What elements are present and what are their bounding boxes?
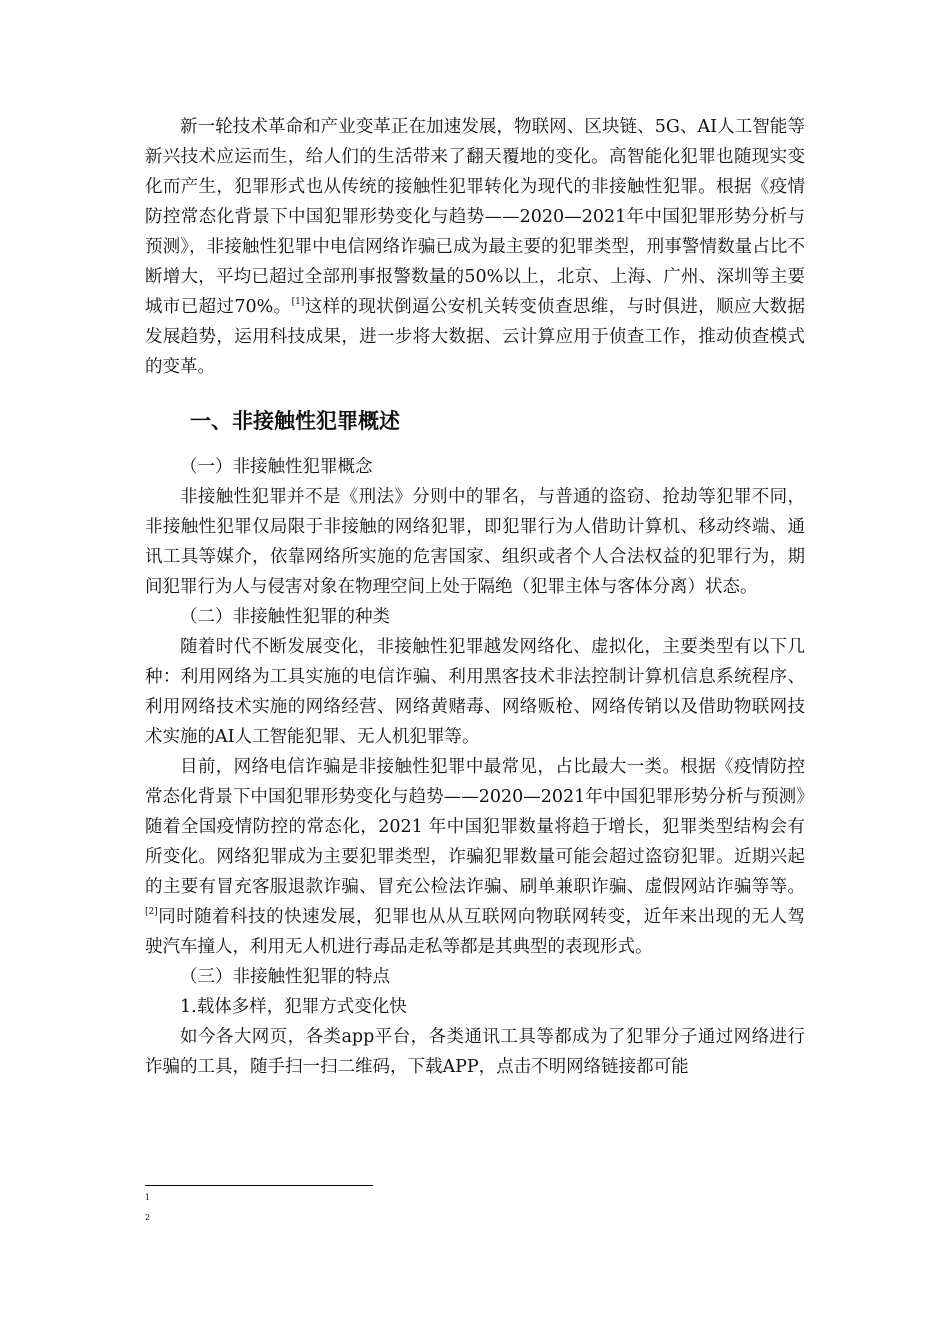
fraud-text-a: 目前，网络电信诈骗是非接触性犯罪中最常见，占比最大一类。根据《疫情防控常态化背景下中国犯罪形势变化与趋势——2020—2021年中国犯罪形势分析与预测》随着全国疫情防控的常态化，2021 年中国犯罪数量将趋于增长，犯罪类型结构会有所变化。网络犯罪成为主要犯罪类型，诈骗犯罪数量可能会超过盗窃犯罪。近期兴起的主要有冒充客服退款诈骗、冒充公检法诈骗、刷单兼职诈骗、虚假网站诈骗等等。 <box>145 757 805 897</box>
fraud-paragraph <box>145 752 805 962</box>
intro-text-a: 新一轮技术革命和产业变革正在加速发展，物联网、区块链、5G、AI人工智能等新兴技术应运而生，给人们的生活带来了翻天覆地的变化。高智能化犯罪也随现实变化而产生，犯罪形式也从传统的接触性犯罪转化为现代的非接触性犯罪。根据《疫情防控常态化背景下中国犯罪形势变化与趋势——2020—2021年中国犯罪形势分析与预测》，非接触性犯罪中电信网络诈骗已成为最主要的犯罪类型，刑事警情数量占比不断增大，平均已超过全部刑事报警数量的50%以上，北京、上海、广州、深圳等主要城市已超过70%。 <box>145 117 805 317</box>
footnote-ref-2[interactable]: [2] <box>145 907 158 917</box>
types-paragraph: 随着时代不断发展变化，非接触性犯罪越发网络化、虚拟化，主要类型有以下几种：利用网络为工具实施的电信诈骗、利用黑客技术非法控制计算机信息系统程序、利用网络技术实施的网络经营、网络黄赌毒、网络贩枪、网络传销以及借助物联网技术实施的AI人工智能犯罪、无人机犯罪等。 <box>145 637 805 747</box>
subheading-features: （三）非接触性犯罪的特点 <box>180 967 390 987</box>
fraud-text-b: 同时随着科技的快速发展，犯罪也从从互联网向物联网转变，近年来出现的无人驾驶汽车撞人，利用无人机进行毒品走私等都是其典型的表现形式。 <box>145 907 805 957</box>
intro-paragraph <box>145 112 805 382</box>
features-paragraph: 如今各大网页，各类app平台，各类通讯工具等都成为了犯罪分子通过网络进行诈骗的工具，随手扫一扫二维码，下载APP，点击不明网络链接都可能 <box>145 1027 805 1077</box>
footnote-2: 2 <box>145 1213 151 1222</box>
section-heading: 一、非接触性犯罪概述 <box>190 409 400 433</box>
concept-paragraph: 非接触性犯罪并不是《刑法》分则中的罪名，与普通的盗窃、抢劫等犯罪不同，非接触性犯罪仅局限于非接触的网络犯罪，即犯罪行为人借助计算机、移动终端、通讯工具等媒介，依靠网络所实施的危害国家、组织或者个人合法权益的犯罪行为，期间犯罪行为人与侵害对象在物理空间上处于隔绝（犯罪主体与客体分离）状态。 <box>145 487 805 597</box>
intro-text-b: 这样的现状倒逼公安机关转变侦查思维，与时俱进，顺应大数据发展趋势，运用科技成果，进一步将大数据、云计算应用于侦查工作，推动侦查模式的变革。 <box>145 297 806 377</box>
footnote-1: 1 <box>145 1193 151 1202</box>
intro-block <box>145 112 805 382</box>
subheading-concept: （一）非接触性犯罪概念 <box>180 457 373 477</box>
feature-item-1: 1.载体多样，犯罪方式变化快 <box>180 997 407 1017</box>
footnote-ref-1[interactable]: [1] <box>291 297 305 307</box>
subheading-types: （二）非接触性犯罪的种类 <box>180 607 390 627</box>
section-body <box>145 452 805 1082</box>
footnote-divider <box>145 1185 373 1186</box>
